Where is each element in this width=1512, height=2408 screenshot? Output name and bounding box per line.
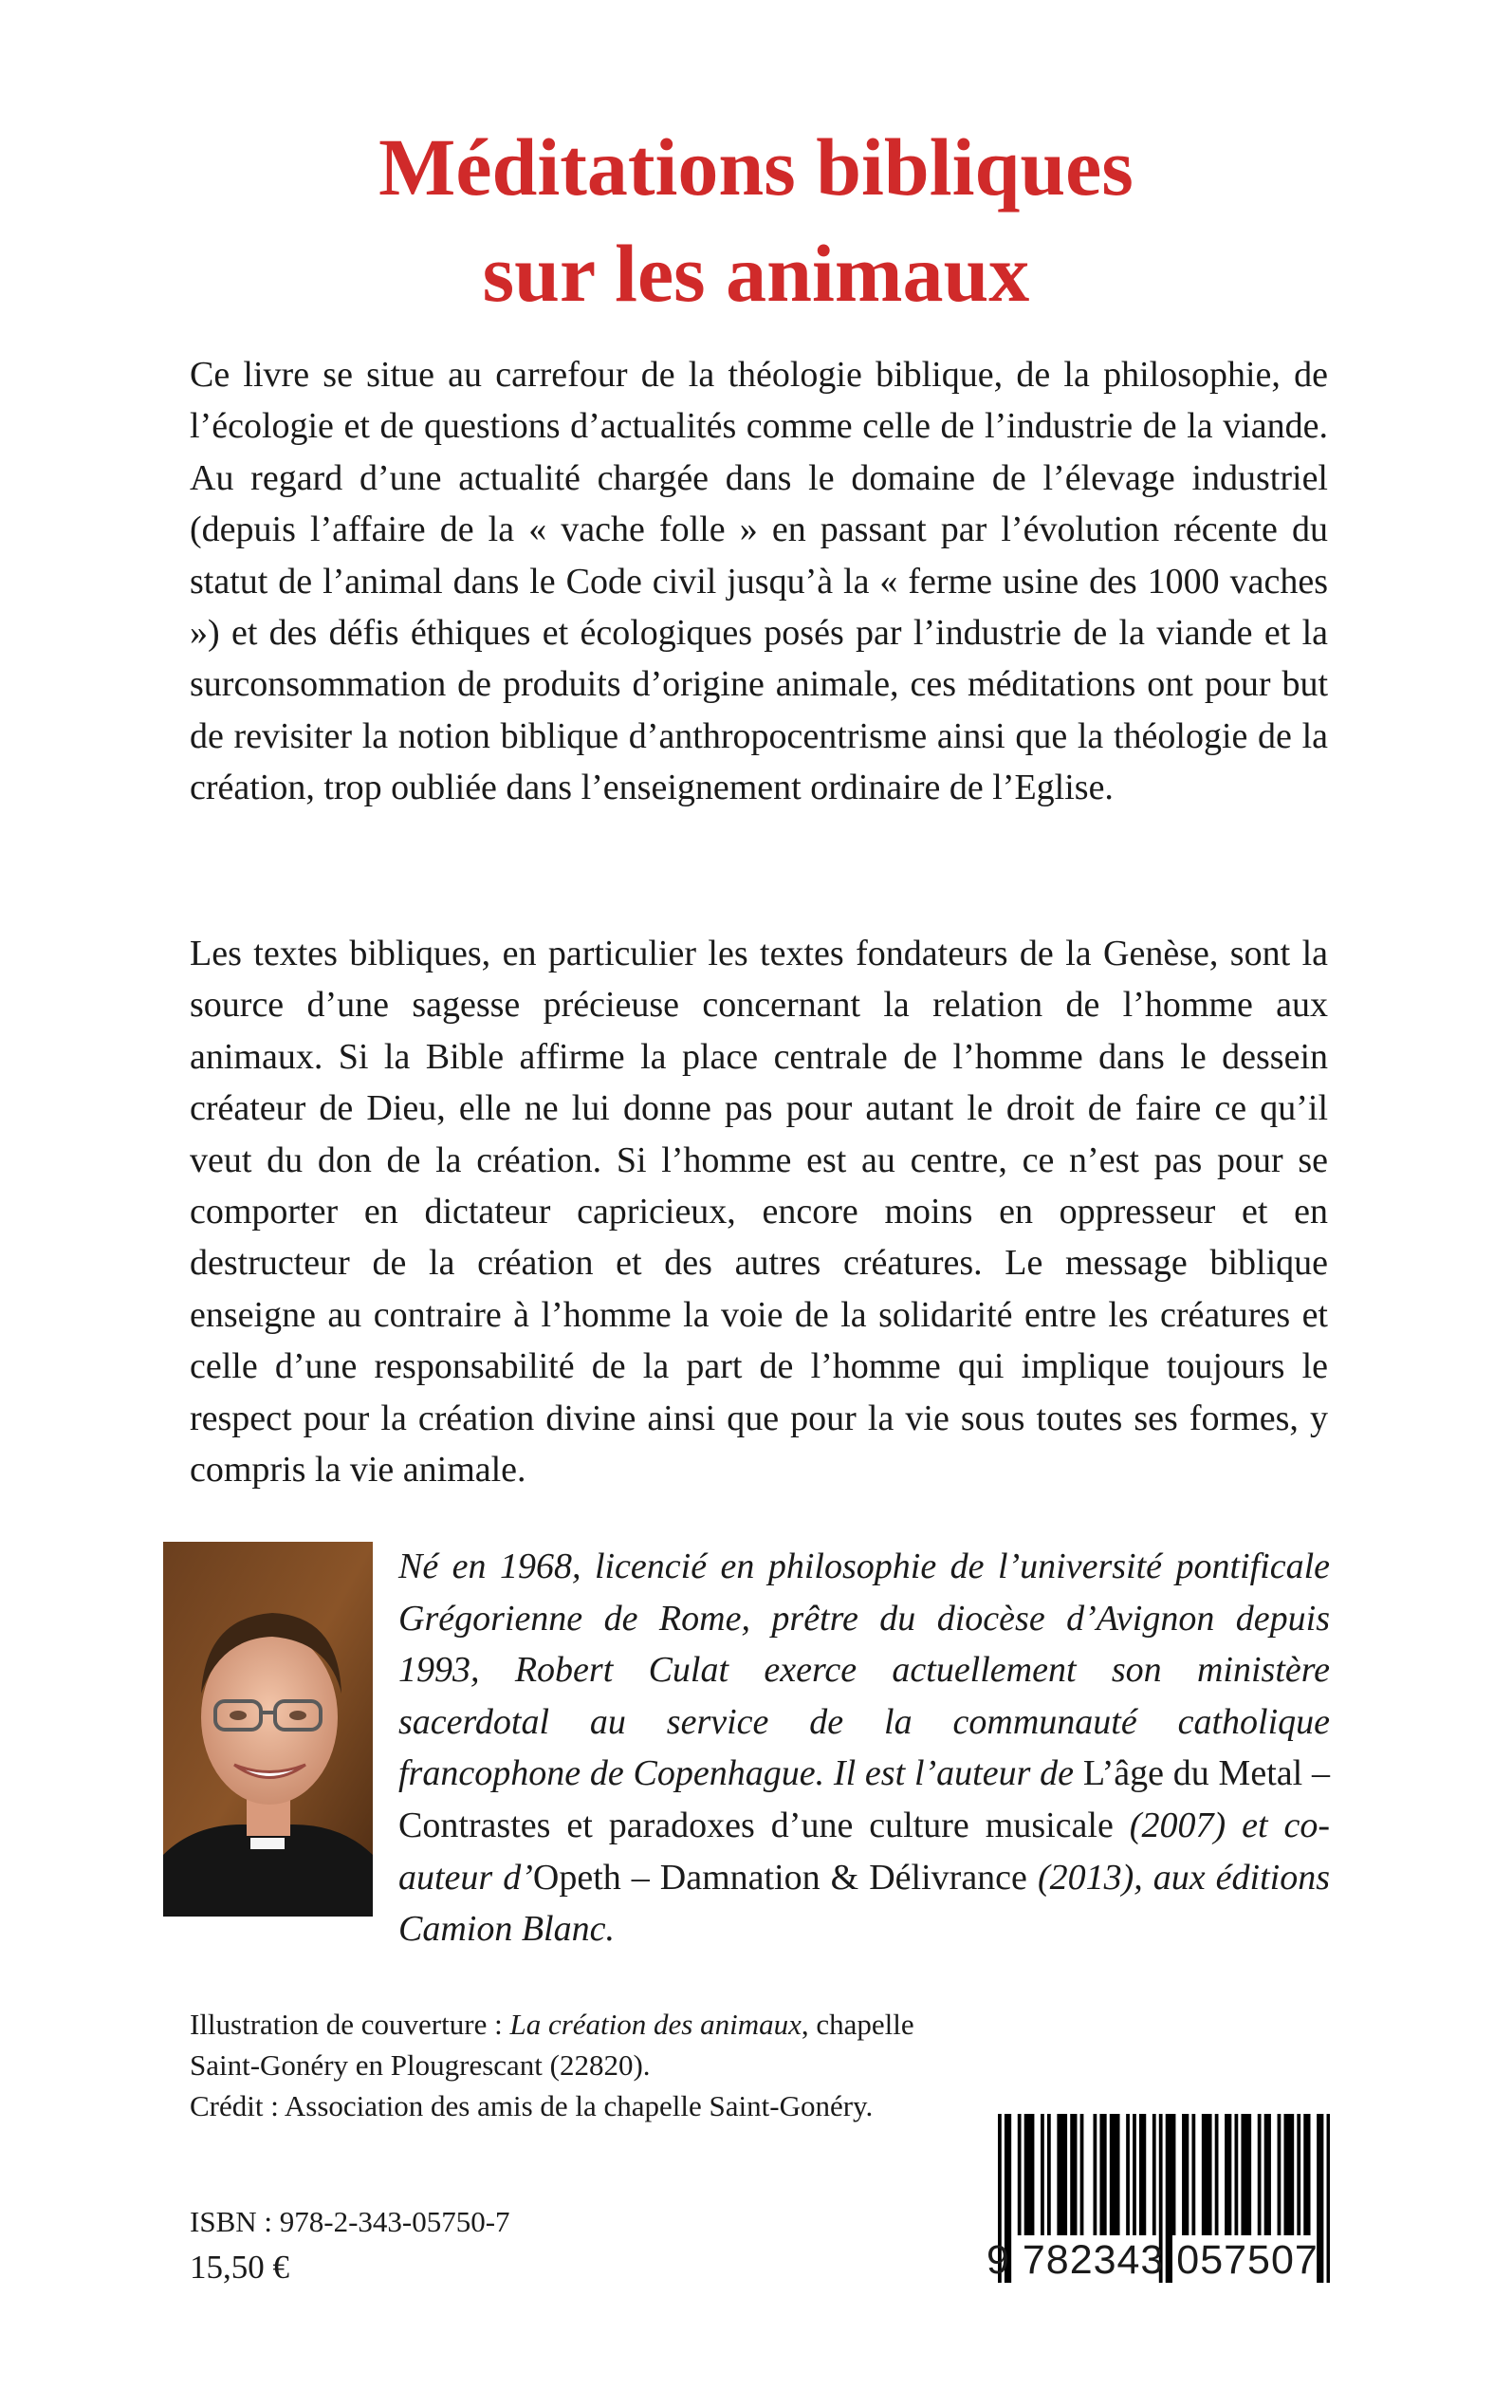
barcode-bar <box>1267 2114 1271 2235</box>
barcode-bar <box>1018 2114 1022 2235</box>
barcode-digits: 9 782343 057507 <box>986 2237 1318 2283</box>
barcode-bar <box>1024 2114 1028 2235</box>
book-title <box>0 114 1512 326</box>
barcode-bar <box>1074 2114 1078 2235</box>
barcode-bar <box>1110 2114 1114 2235</box>
barcode-bar <box>1126 2114 1130 2235</box>
barcode-bar <box>1113 2114 1116 2235</box>
title-line-2: sur les animaux <box>482 228 1030 319</box>
barcode-bar <box>1070 2114 1074 2235</box>
barcode-bar <box>1225 2114 1228 2235</box>
bio-book-2: Opeth – Damnation & Délivrance <box>532 1857 1027 1898</box>
barcode-bar <box>1191 2114 1195 2235</box>
barcode-bar <box>1041 2114 1044 2235</box>
barcode-bar <box>1228 2114 1232 2235</box>
barcode-bar <box>1152 2114 1156 2235</box>
barcode-bar <box>1057 2114 1060 2235</box>
barcode-bar <box>1241 2114 1245 2235</box>
barcode-bar <box>1245 2114 1248 2235</box>
credits-work: La création des animaux <box>509 2008 802 2041</box>
barcode-bar <box>1264 2114 1268 2235</box>
barcode-bar <box>1205 2114 1208 2235</box>
summary-paragraph-1: Ce livre se situe au carrefour de la théologie biblique, de la philosophie, de l’écologie et de questions d’actualités comme celle de l’industrie de la viande. Au regard d’une actualité chargée dans le domaine de l’élevage industriel (depuis l’affaire de la « vache folle » en passant par l’évolution récente du statut de l’animal dans le Code civil jusqu’à la « ferme usine des 1000 vaches ») et des défis éthiques et écologiques posés par l’industrie de la viande et la surconsommation de produits d’origine animale, ces méditations ont pour but de revisiter la notion biblique d’anthropocentrisme ainsi que la théologie de la création, trop oubliée dans l’enseignement ordinaire de l’Eglise. <box>190 355 1328 808</box>
barcode-bar <box>1247 2114 1251 2235</box>
barcode-bar <box>1235 2114 1239 2235</box>
credits-place: , chapelle Saint-Gonéry en Plougrescant (22820). <box>190 2008 914 2082</box>
credits-label: Illustration de couverture : <box>190 2008 510 2041</box>
barcode-bar <box>1080 2114 1084 2235</box>
barcode-bar <box>1103 2114 1107 2235</box>
bio-text-2: (2007) et co-auteur d’ <box>398 1805 1330 1898</box>
barcode-bar <box>1182 2114 1186 2235</box>
barcode-bar <box>1303 2114 1307 2235</box>
credits-credit: Crédit : Association des amis de la chapelle Saint-Gonéry. <box>190 2089 874 2122</box>
barcode-bar <box>1215 2114 1219 2235</box>
barcode-bar <box>1283 2114 1287 2235</box>
barcode-bar <box>1099 2114 1103 2235</box>
barcode-bar <box>1287 2114 1291 2235</box>
barcode-bar <box>1047 2114 1051 2235</box>
summary-paragraph-2: Les textes bibliques, en particulier les textes fondateurs de la Genèse, sont la source d’une sagesse précieuse concernant la relation de l’homme aux animaux. Si la Bible affirme la place centrale de l’homme dans le dessein créateur de Dieu, elle ne lui donne pas pour autant le droit de faire ce qu’il veut du don de la création. Si l’homme est au centre, ce n’est pas pour se comporter en dictateur capricieux, encore moins en oppresseur et en destructeur de la création et des autres créatures. Le message biblique enseigne au contraire à l’homme la voie de la solidarité entre les créatures et celle d’une responsabilité de la part de l’homme qui implique toujours le respect pour la création divine ainsi que pour la vie sous toutes ses formes, y compris la vie animale. <box>190 934 1328 1491</box>
barcode-bar <box>1307 2114 1311 2235</box>
price: 15,50 € <box>190 2249 289 2286</box>
author-photo <box>163 1542 373 1917</box>
barcode-bar <box>1031 2114 1035 2235</box>
bio-text-1: Né en 1968, licencié en philosophie de l’université pontificale Grégorienne de Rome, prêtre du diocèse d’Avignon depuis 1993, Robert Culat exerce actuellement son ministère sacerdotal au service de la communauté catholique francophone de Copenhague. Il est l’auteur de <box>398 1547 1330 1794</box>
barcode-bar <box>1094 2114 1097 2235</box>
barcode-bar <box>1172 2114 1176 2235</box>
barcode-bar <box>1027 2114 1031 2235</box>
author-bio <box>398 1541 1330 1955</box>
barcode-bar <box>1139 2114 1143 2235</box>
barcode-bar <box>1133 2114 1136 2235</box>
barcode-bar <box>1258 2114 1262 2235</box>
barcode-bar <box>1142 2114 1146 2235</box>
barcode-bar <box>1290 2114 1294 2235</box>
barcode-bar <box>1063 2114 1067 2235</box>
bio-text-3: (2013), aux éditions Camion Blanc. <box>398 1857 1330 1950</box>
barcode-bar <box>1297 2114 1300 2235</box>
barcode-bar <box>1208 2114 1212 2235</box>
cover-credits <box>190 2004 958 2126</box>
barcode-bar <box>1060 2114 1064 2235</box>
isbn: ISBN : 978-2-343-05750-7 <box>190 2205 510 2238</box>
barcode-bar <box>1186 2114 1189 2235</box>
barcode-bar <box>1116 2114 1120 2235</box>
barcode-bar <box>1278 2114 1282 2235</box>
title-line-1: Méditations bibliques <box>378 121 1134 213</box>
bio-book-1: L’âge du Metal – Contrastes et paradoxes d’une culture musicale <box>398 1753 1330 1845</box>
barcode-bar <box>1202 2114 1206 2235</box>
